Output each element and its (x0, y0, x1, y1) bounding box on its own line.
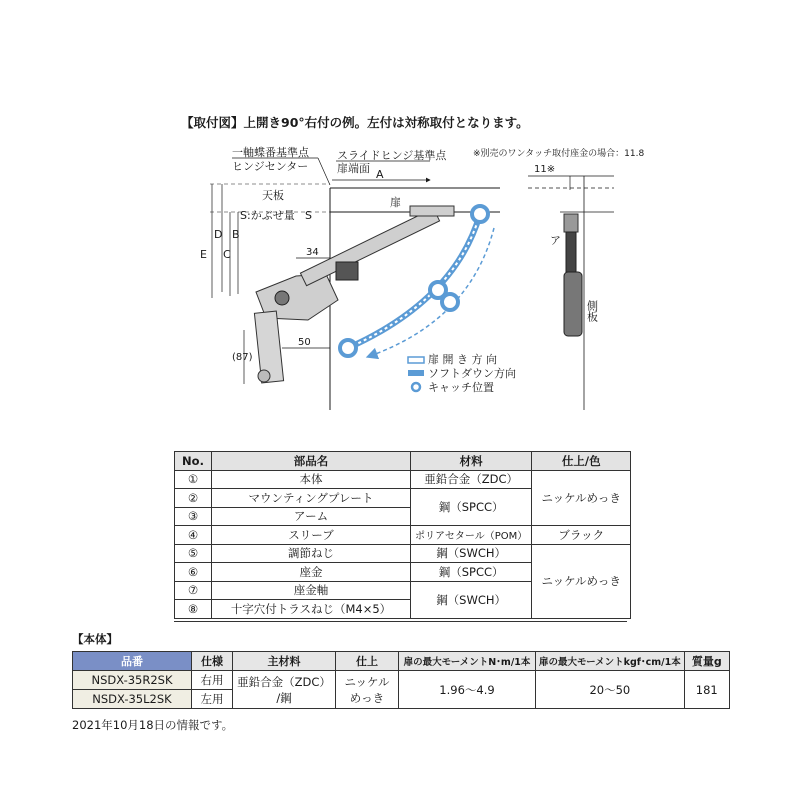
legend-open-swatch (408, 357, 424, 363)
part-material: 鋼（SPCC） (411, 563, 532, 582)
legend-soft-swatch (408, 370, 424, 376)
page-heading: 【取付図】上開き90°右付の例。左付は対称取付となります。 (181, 115, 529, 130)
catch-marker-top (472, 206, 488, 222)
label-top-board: 天板 (262, 189, 284, 202)
table-row (175, 544, 631, 563)
dim-34-label: 34 (306, 247, 319, 258)
dim-C-label: C (223, 248, 231, 261)
spec-header-finish: 仕上 (336, 652, 399, 671)
label-side-board: 側板 (585, 300, 599, 322)
spec-finish-line-1: ニッケル (344, 674, 390, 689)
hinge-arm (300, 208, 439, 285)
installation-diagram (190, 135, 645, 415)
part-name: スリーブ (212, 526, 411, 545)
spec-header-type: 仕様 (192, 652, 233, 671)
spec-title: 【本体】 (72, 632, 118, 646)
hinge-pivot (275, 291, 289, 305)
part-no: ① (175, 470, 212, 489)
label-a: ア (550, 234, 561, 247)
parts-table-divider (174, 621, 627, 622)
part-no: ⑥ (175, 563, 212, 582)
dim-E-label: E (200, 248, 207, 261)
date-note: 2021年10月18日の情報です。 (72, 718, 234, 732)
spec-material-line-1: 亜鉛合金（ZDC） (237, 674, 331, 689)
table-row (73, 671, 730, 690)
side-view-sleeve (566, 232, 576, 272)
part-material: 鋼（SWCH） (411, 581, 532, 618)
part-name: アーム (212, 507, 411, 526)
part-no: ③ (175, 507, 212, 526)
catch-marker-end (340, 340, 356, 356)
part-no: ② (175, 489, 212, 508)
spec-finish-line-2: めっき (349, 690, 385, 705)
dim-87-label: (87) (232, 352, 253, 363)
part-material: 鋼（SWCH） (411, 544, 532, 563)
spec-model: NSDX-35R2SK (73, 671, 192, 690)
catch-marker-mid2 (442, 294, 458, 310)
part-name: 本体 (212, 470, 411, 489)
part-material: 亜鉛合金（ZDC） (411, 470, 532, 489)
label-axis-ref: 一軸蝶番基準点 (232, 146, 309, 159)
spec-type: 右用 (192, 671, 233, 690)
label-hinge-center: ヒンジセンター (232, 160, 309, 173)
door-open-path-inner (348, 214, 480, 348)
spec-header-mass: 質量g (684, 652, 729, 671)
spec-type: 左用 (192, 690, 233, 709)
spec-mass: 181 (684, 671, 729, 709)
spec-material-line-2: /鋼 (276, 690, 292, 705)
parts-header-finish: 仕上/色 (532, 452, 631, 471)
part-finish: ニッケルめっき (532, 470, 631, 526)
parts-header-name: 部品名 (212, 452, 411, 471)
legend-open: 扉 開 き 方 向 (428, 353, 497, 366)
dim-50-label: 50 (298, 337, 311, 348)
side-view-body (564, 272, 582, 336)
label-slide-ref: スライドヒンジ基準点 (337, 149, 447, 162)
part-material: 鋼（SPCC） (411, 489, 532, 526)
parts-table (174, 451, 631, 619)
parts-header-material: 材料 (411, 452, 532, 471)
spec-finish (336, 671, 399, 709)
spec-header-material: 主材料 (233, 652, 336, 671)
label-side-note: ※別売のワンタッチ取付座金の場合：11.8 (473, 149, 645, 159)
spec-table (72, 651, 730, 709)
parts-header-no: No. (175, 452, 212, 471)
spec-model: NSDX-35L2SK (73, 690, 192, 709)
legend-soft: ソフトダウン方向 (428, 367, 516, 380)
mount-plate (410, 206, 454, 216)
side-view-hinge-top (564, 214, 578, 232)
part-finish: ニッケルめっき (532, 544, 631, 618)
legend-catch: キャッチ位置 (428, 381, 494, 394)
part-material: ポリアセタール（POM） (411, 526, 532, 545)
dim-B-label: B (232, 228, 240, 241)
table-row (175, 470, 631, 489)
spec-moment-nm: 1.96～4.9 (399, 671, 536, 709)
part-name: 調節ねじ (212, 544, 411, 563)
label-door: 扉 (390, 196, 401, 209)
spec-header-moment-kgf: 扉の最大モーメントkgf･cm/1本 (536, 652, 685, 671)
part-name: 座金 (212, 563, 411, 582)
label-S: S (305, 209, 312, 222)
part-no: ⑦ (175, 581, 212, 600)
dim-D-label: D (214, 228, 223, 241)
dim-11-label: 11※ (534, 164, 556, 175)
part-finish: ブラック (532, 526, 631, 545)
part-name: 十字穴付トラスねじ（M4×5） (212, 600, 411, 619)
table-row (175, 526, 631, 545)
dim-A-label: A (376, 168, 384, 181)
door-open-path (348, 214, 480, 348)
spec-moment-kgf: 20～50 (536, 671, 685, 709)
label-door-edge: 扉端面 (337, 162, 370, 175)
sleeve (336, 262, 358, 280)
part-name: 座金軸 (212, 581, 411, 600)
hinge-screw (258, 370, 270, 382)
label-overlay: S:かぶせ量 (240, 209, 295, 222)
part-no: ⑧ (175, 600, 212, 619)
spec-header-moment-nm: 扉の最大モーメントN･m/1本 (399, 652, 536, 671)
part-no: ④ (175, 526, 212, 545)
spec-material (233, 671, 336, 709)
part-no: ⑤ (175, 544, 212, 563)
spec-header-model: 品番 (73, 652, 192, 671)
part-name: マウンティングプレート (212, 489, 411, 508)
legend-catch-swatch (412, 383, 420, 391)
